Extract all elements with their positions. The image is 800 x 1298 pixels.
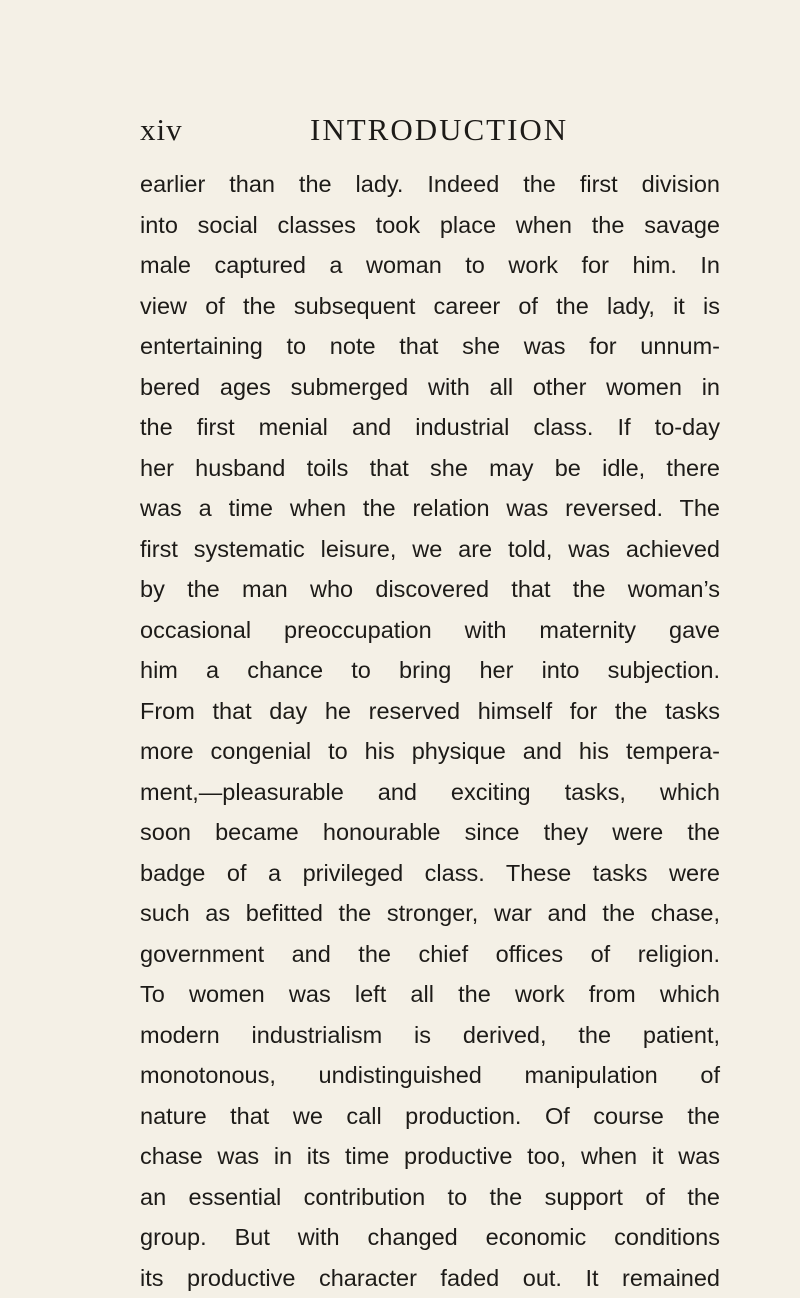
text-line: entertaining to note that she was for unnum-: [140, 326, 720, 367]
text-line: nature that we call production. Of course the: [140, 1096, 720, 1137]
text-line: soon became honourable since they were the: [140, 812, 720, 853]
text-line: view of the subsequent career of the lady, it is: [140, 286, 720, 327]
text-line: such as befitted the stronger, war and the chase,: [140, 893, 720, 934]
text-line: occasional preoccupation with maternity gave: [140, 610, 720, 651]
running-head: [140, 112, 720, 156]
text-line: more congenial to his physique and his tempera-: [140, 731, 720, 772]
text-line: by the man who discovered that the woman’s: [140, 569, 720, 610]
text-line: first systematic leisure, we are told, was achieved: [140, 529, 720, 570]
text-line: the first menial and industrial class. If to-day: [140, 407, 720, 448]
text-line: into social classes took place when the savage: [140, 205, 720, 246]
text-line: chase was in its time productive too, when it was: [140, 1136, 720, 1177]
text-line: an essential contribution to the support of the: [140, 1177, 720, 1218]
text-line: her husband toils that she may be idle, there: [140, 448, 720, 489]
text-line: government and the chief offices of religion.: [140, 934, 720, 975]
text-line: earlier than the lady. Indeed the first division: [140, 164, 720, 205]
text-line: badge of a privileged class. These tasks were: [140, 853, 720, 894]
text-line: To women was left all the work from which: [140, 974, 720, 1015]
page-number: xiv: [140, 112, 183, 148]
text-line: its productive character faded out. It remained: [140, 1258, 720, 1298]
running-head-title: INTRODUCTION: [310, 112, 568, 148]
text-line: ment,—pleasurable and exciting tasks, which: [140, 772, 720, 813]
text-line: male captured a woman to work for him. In: [140, 245, 720, 286]
text-line: bered ages submerged with all other women in: [140, 367, 720, 408]
text-line: him a chance to bring her into subjection.: [140, 650, 720, 691]
text-line: was a time when the relation was reversed. The: [140, 488, 720, 529]
text-line: monotonous, undistinguished manipulation of: [140, 1055, 720, 1096]
text-line: group. But with changed economic conditions: [140, 1217, 720, 1258]
text-line: From that day he reserved himself for the tasks: [140, 691, 720, 732]
body-text: [140, 164, 720, 1298]
text-line: modern industrialism is derived, the patient,: [140, 1015, 720, 1056]
